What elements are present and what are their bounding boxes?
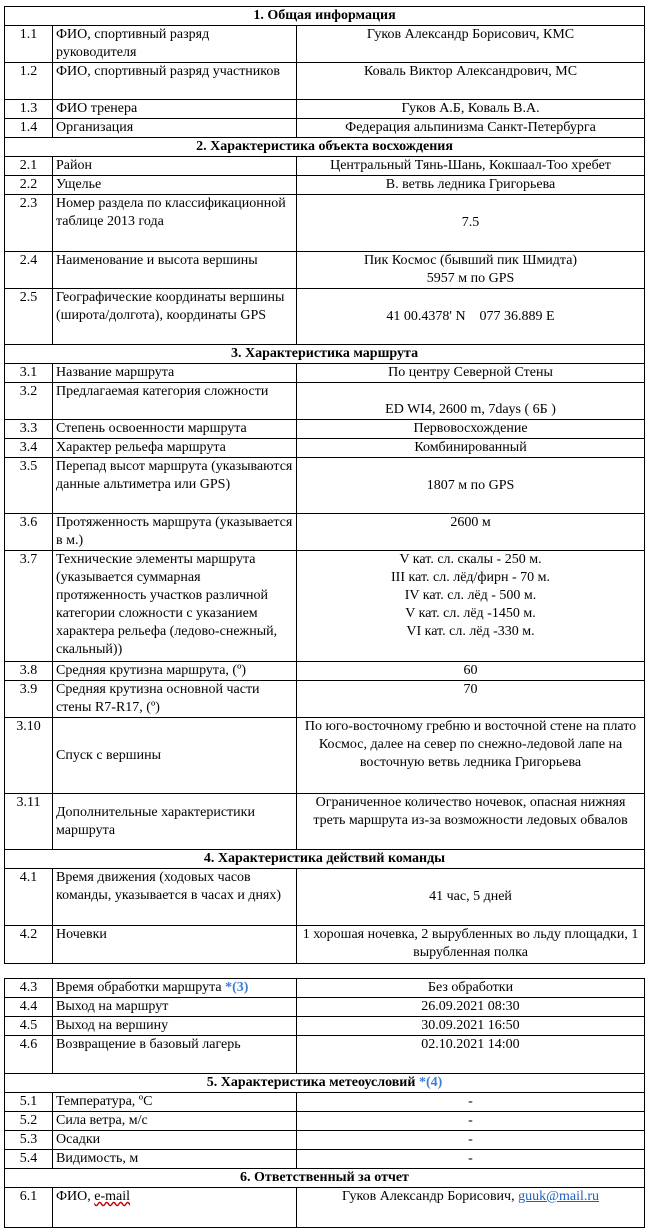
row-number: 3.2 xyxy=(5,383,53,420)
table-row xyxy=(5,383,645,420)
row-value: Гуков Александр Борисович, КМС xyxy=(297,26,645,63)
row-number: 1.1 xyxy=(5,26,53,63)
row-value: 1807 м по GPS xyxy=(297,458,645,514)
row-label: Географические координаты вершины (широта/долгота), координаты GPS xyxy=(53,289,297,345)
row-label: Степень освоенности маршрута xyxy=(53,420,297,439)
row-value: Центральный Тянь-Шань, Кокшаал-Тоо хребет xyxy=(297,157,645,176)
row-label: Средняя крутизна основной части стены R7-R17, (º) xyxy=(53,681,297,718)
row-number: 3.7 xyxy=(5,551,53,662)
summit-name: Пик Космос (бывший пик Шмидта) xyxy=(363,253,578,268)
table-row xyxy=(5,1131,645,1150)
row-value: Гуков А.Б, Коваль В.А. xyxy=(297,100,645,119)
table-row xyxy=(5,1112,645,1131)
report-table-part2 xyxy=(4,978,645,1228)
row-label: Протяженность маршрута (указывается в м.) xyxy=(53,514,297,551)
table-row xyxy=(5,794,645,850)
table-row xyxy=(5,439,645,458)
row-label: Организация xyxy=(53,119,297,138)
table-row xyxy=(5,289,645,345)
row-number: 2.4 xyxy=(5,252,53,289)
row-label: Температура, ºC xyxy=(53,1093,297,1112)
section-1-title: 1. Общая информация xyxy=(5,7,645,26)
table-row xyxy=(5,869,645,926)
row-value: 02.10.2021 14:00 xyxy=(297,1036,645,1074)
row-number: 2.3 xyxy=(5,195,53,252)
row-number: 5.3 xyxy=(5,1131,53,1150)
row-value: Без обработки xyxy=(297,979,645,998)
table-row xyxy=(5,926,645,964)
table-row xyxy=(5,119,645,138)
section-2-title: 2. Характеристика объекта восхождения xyxy=(5,138,645,157)
row-label xyxy=(53,1188,297,1228)
row-value xyxy=(297,1188,645,1228)
row-value: По центру Северной Стены xyxy=(297,364,645,383)
row-value: - xyxy=(297,1150,645,1169)
row-number: 4.1 xyxy=(5,869,53,926)
row-value: 2600 м xyxy=(297,514,645,551)
table-row xyxy=(5,157,645,176)
row-number: 5.1 xyxy=(5,1093,53,1112)
row-label: ФИО, спортивный разряд участников xyxy=(53,63,297,100)
summit-height: 5957 м по GPS xyxy=(426,271,515,286)
technical-element: VI кат. сл. лёд -330 м. xyxy=(406,624,535,639)
row-number: 5.2 xyxy=(5,1112,53,1131)
table-row xyxy=(5,998,645,1017)
row-label: Ночевки xyxy=(53,926,297,964)
footnote-ref: *(3) xyxy=(225,980,249,995)
row-value xyxy=(297,252,645,289)
row-value: - xyxy=(297,1093,645,1112)
row-value: Ограниченное количество ночевок, опасная нижняя треть маршрута из-за возможности ледовых обвалов xyxy=(297,794,645,850)
table-row xyxy=(5,718,645,794)
row-number: 3.11 xyxy=(5,794,53,850)
row-label-email: e-mail xyxy=(94,1189,131,1204)
row-label: Район xyxy=(53,157,297,176)
technical-element: IV кат. сл. лёд - 500 м. xyxy=(404,588,537,603)
row-label: Осадки xyxy=(53,1131,297,1150)
row-label: Сила ветра, м/с xyxy=(53,1112,297,1131)
row-label: ФИО, спортивный разряд руководителя xyxy=(53,26,297,63)
row-value: Коваль Виктор Александрович, МС xyxy=(297,63,645,100)
row-value: Первовосхождение xyxy=(297,420,645,439)
row-number: 4.2 xyxy=(5,926,53,964)
row-value: - xyxy=(297,1131,645,1150)
row-value: В. ветвь ледника Григорьева xyxy=(297,176,645,195)
section-6-title: 6. Ответственный за отчет xyxy=(5,1169,645,1188)
footnote-ref: *(4) xyxy=(418,1075,443,1090)
table-row xyxy=(5,1093,645,1112)
responsible-name: Гуков Александр Борисович, xyxy=(341,1189,519,1204)
row-value: 70 xyxy=(297,681,645,718)
row-value: 30.09.2021 16:50 xyxy=(297,1017,645,1036)
row-value: 60 xyxy=(297,662,645,681)
row-number: 2.5 xyxy=(5,289,53,345)
row-number: 4.4 xyxy=(5,998,53,1017)
row-number: 2.1 xyxy=(5,157,53,176)
table-row xyxy=(5,1036,645,1074)
row-label: Характер рельефа маршрута xyxy=(53,439,297,458)
row-label: Технические элементы маршрута (указывается суммарная протяженность участков различной категории сложности с указанием характера рельефа (ледово-снежный, скальный)) xyxy=(53,551,297,662)
row-value: Комбинированный xyxy=(297,439,645,458)
row-label: Перепад высот маршрута (указываются данные альтиметра или GPS) xyxy=(53,458,297,514)
row-number: 3.6 xyxy=(5,514,53,551)
row-number: 3.3 xyxy=(5,420,53,439)
table-row xyxy=(5,63,645,100)
row-label: Номер раздела по классификационной таблице 2013 года xyxy=(53,195,297,252)
row-label: Выход на маршрут xyxy=(53,998,297,1017)
row-number: 4.6 xyxy=(5,1036,53,1074)
section-5-title-text: 5. Характеристика метеоусловий xyxy=(206,1075,416,1090)
row-label xyxy=(53,979,297,998)
row-label: Время движения (ходовых часов команды, указывается в часах и днях) xyxy=(53,869,297,926)
row-number: 3.1 xyxy=(5,364,53,383)
row-label: Дополнительные характеристики маршрута xyxy=(53,794,297,850)
row-value: Федерация альпинизма Санкт-Петербурга xyxy=(297,119,645,138)
table-row xyxy=(5,1188,645,1228)
table-row xyxy=(5,458,645,514)
section-5-title xyxy=(5,1074,645,1093)
row-number: 2.2 xyxy=(5,176,53,195)
technical-element: V кат. сл. лёд -1450 м. xyxy=(405,606,536,621)
row-label: Выход на вершину xyxy=(53,1017,297,1036)
report-table-part1 xyxy=(4,6,645,964)
table-row xyxy=(5,176,645,195)
row-label: Средняя крутизна маршрута, (º) xyxy=(53,662,297,681)
row-label: Видимость, м xyxy=(53,1150,297,1169)
table-row xyxy=(5,26,645,63)
technical-element: III кат. сл. лёд/фирн - 70 м. xyxy=(391,570,550,585)
table-row xyxy=(5,100,645,119)
table-row xyxy=(5,681,645,718)
row-number: 1.3 xyxy=(5,100,53,119)
row-value: 26.09.2021 08:30 xyxy=(297,998,645,1017)
row-label: Предлагаемая категория сложности xyxy=(53,383,297,420)
table-row xyxy=(5,420,645,439)
row-value: 41 час, 5 дней xyxy=(297,869,645,926)
row-number: 3.8 xyxy=(5,662,53,681)
row-value: По юго-восточному гребню и восточной стене на плато Космос, далее на север по снежно-ледовой лапе на восточную ветвь ледника Григорьева xyxy=(297,718,645,794)
row-number: 3.4 xyxy=(5,439,53,458)
row-label: Название маршрута xyxy=(53,364,297,383)
table-row xyxy=(5,195,645,252)
row-label: Ущелье xyxy=(53,176,297,195)
table-row xyxy=(5,364,645,383)
row-number: 6.1 xyxy=(5,1188,53,1228)
row-label: ФИО тренера xyxy=(53,100,297,119)
row-value: 1 хорошая ночевка, 2 вырубленных во льду площадки, 1 вырубленная полка xyxy=(297,926,645,964)
row-number: 5.4 xyxy=(5,1150,53,1169)
row-number: 3.5 xyxy=(5,458,53,514)
table-row xyxy=(5,1017,645,1036)
row-label: Возвращение в базовый лагерь xyxy=(53,1036,297,1074)
table-row xyxy=(5,662,645,681)
technical-element: V кат. сл. скалы - 250 м. xyxy=(399,552,542,567)
table-row xyxy=(5,979,645,998)
row-value xyxy=(297,551,645,662)
row-label-text: ФИО, xyxy=(56,1189,95,1204)
row-number: 4.5 xyxy=(5,1017,53,1036)
row-number: 3.10 xyxy=(5,718,53,794)
table-row xyxy=(5,551,645,662)
table-row xyxy=(5,514,645,551)
row-value: ED WI4, 2600 m, 7days ( 6Б ) xyxy=(297,383,645,420)
row-number: 3.9 xyxy=(5,681,53,718)
row-label-text: Время обработки маршрута xyxy=(56,980,222,995)
section-4-title: 4. Характеристика действий команды xyxy=(5,850,645,869)
row-number: 1.2 xyxy=(5,63,53,100)
row-value: 41 00.4378' N 077 36.889 E xyxy=(297,289,645,345)
row-value: 7.5 xyxy=(297,195,645,252)
section-3-title: 3. Характеристика маршрута xyxy=(5,345,645,364)
table-row xyxy=(5,1150,645,1169)
table-row xyxy=(5,252,645,289)
row-number: 1.4 xyxy=(5,119,53,138)
row-label: Спуск с вершины xyxy=(53,718,297,794)
email-link[interactable]: guuk@mail.ru xyxy=(518,1189,600,1204)
row-number: 4.3 xyxy=(5,979,53,998)
row-value: - xyxy=(297,1112,645,1131)
row-label: Наименование и высота вершины xyxy=(53,252,297,289)
